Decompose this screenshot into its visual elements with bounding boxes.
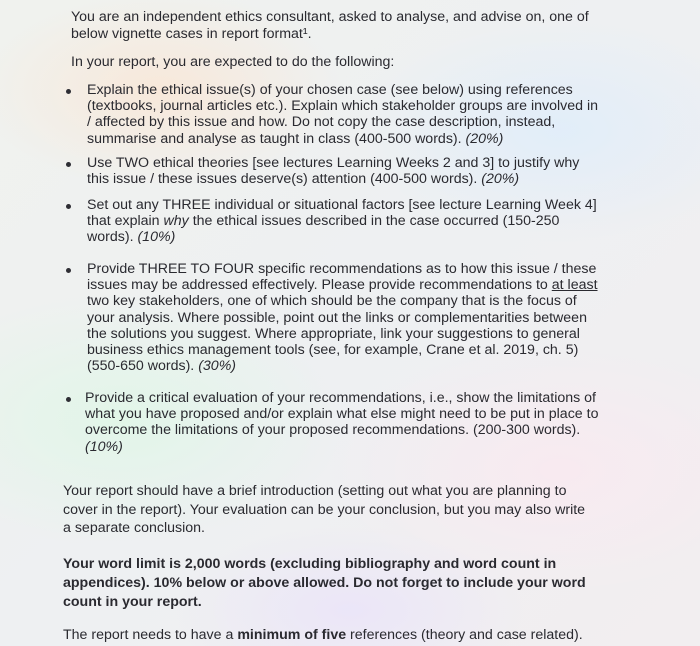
report-structure-paragraph: Your report should have a brief introduction (setting out what you are planning to cover in the report). Your evaluation can be your conclusion, but you may also write a separate conclusion. <box>63 483 586 536</box>
task-weight: (20%) <box>465 130 504 147</box>
bullet-icon <box>66 397 71 402</box>
task-weight: (30%) <box>198 358 237 375</box>
task-text: Use TWO ethical theories [see lectures Learning Weeks 2 and 3] to justify why this issue / these issues deserve(s) attention (400-500 words). (20%) <box>87 155 580 188</box>
references-paragraph: The report needs to have a minimum of five references (theory and case related). <box>63 627 583 643</box>
task-text: Set out any THREE individual or situational factors [see lecture Learning Week 4] that explain why the ethical issues described in the case occurred (150-250 words). (10%) <box>87 197 597 246</box>
task-weight: (10%) <box>85 438 123 455</box>
task-text: Provide THREE TO FOUR specific recommendations as to how this issue / these issues may be addressed effectively. Please provide recommendations to at least two key stakeholders, one of which should be the company that is the focus of your analysis. Where possible, point out the links or complementarities between the solutions you suggest. Where appropriate, link your suggestions to general business ethics management tools (see, for example, Crane et al. 2019, ch. 5) (550-650 words). (30%) <box>87 261 598 375</box>
bullet-icon <box>66 162 71 167</box>
task-text: Explain the ethical issue(s) of your chosen case (see below) using references (textbooks, journal articles etc.). Explain which stakeholder groups are involved in / affected by this issue and how. Do not copy the case description, instead, summarise and analyse as taught in class (400-500 words). (20%) <box>87 82 599 147</box>
task-text: Provide a critical evaluation of your recommendations, i.e., show the limitations of what you have proposed and/or explain what else might need to be put in place to overcome the limitations of your proposed recommendations. (200-300 words). (10%) <box>85 390 599 455</box>
bullet-icon <box>66 89 71 94</box>
intro-instruction: In your report, you are expected to do the following: <box>71 54 395 70</box>
intro-paragraph: You are an independent ethics consultant, asked to analyse, and advise on, one of below vignette cases in report format¹. <box>71 9 589 42</box>
word-limit-paragraph: Your word limit is 2,000 words (excluding bibliography and word count in appendices). 10% below or above allowed. Do not forget to include your word count in your report. <box>63 556 586 610</box>
task-weight: (10%) <box>137 229 176 246</box>
bullet-icon <box>66 204 71 209</box>
task-weight: (20%) <box>481 171 520 188</box>
bullet-icon <box>66 268 71 273</box>
